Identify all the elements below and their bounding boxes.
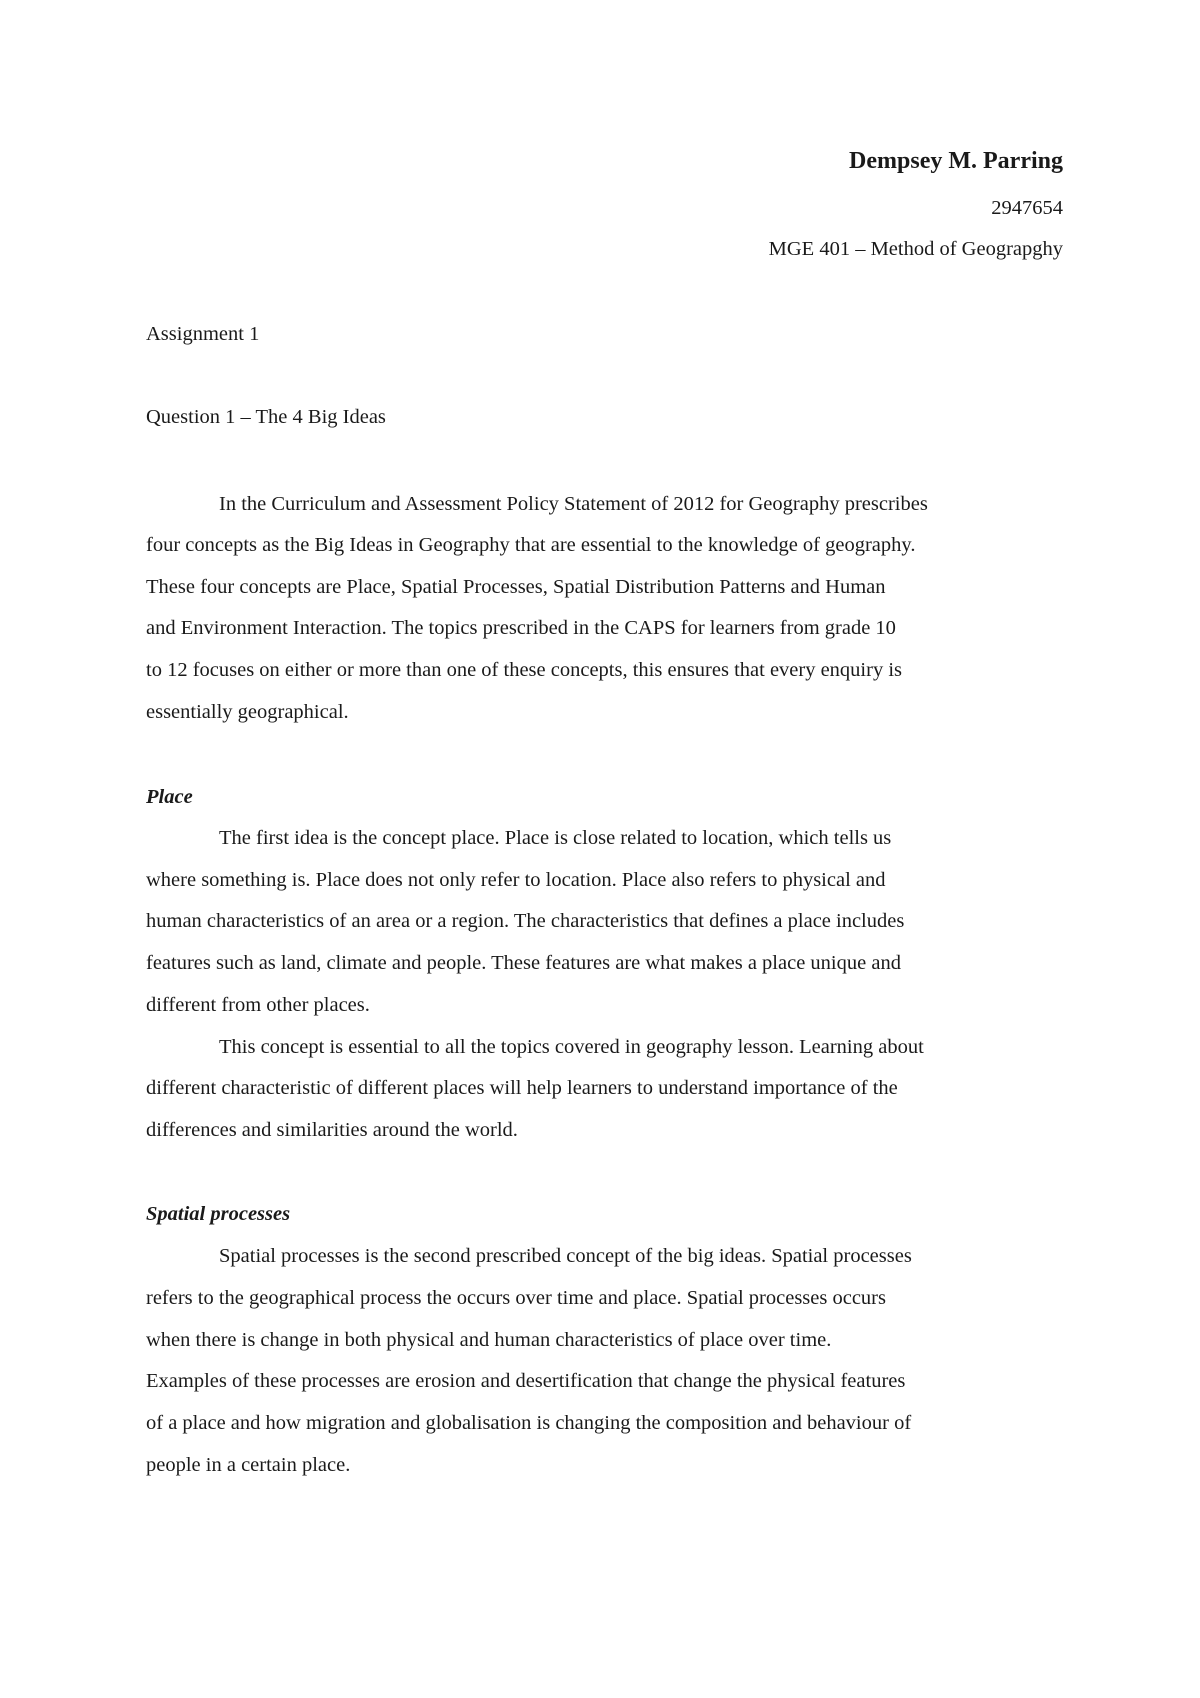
intro-line: In the Curriculum and Assessment Policy Statement of 2012 for Geography prescribes — [219, 493, 928, 515]
spatial-line: people in a certain place. — [146, 1454, 351, 1476]
course-title: MGE 401 – Method of Geograpghy — [768, 238, 1063, 260]
place-line: where something is. Place does not only refer to location. Place also refers to physical and — [146, 869, 886, 891]
assignment-title: Assignment 1 — [146, 323, 260, 345]
place-line: different from other places. — [146, 994, 370, 1016]
place-line: differences and similarities around the world. — [146, 1119, 518, 1141]
author-name: Dempsey M. Parring — [849, 148, 1063, 174]
student-number: 2947654 — [991, 197, 1063, 219]
spatial-line: Spatial processes is the second prescribed concept of the big ideas. Spatial processes — [219, 1245, 912, 1267]
place-line: features such as land, climate and people. These features are what makes a place unique and — [146, 952, 901, 974]
intro-line: and Environment Interaction. The topics prescribed in the CAPS for learners from grade 10 — [146, 617, 896, 639]
intro-line: essentially geographical. — [146, 701, 349, 723]
section-heading-place: Place — [146, 786, 193, 808]
spatial-line: of a place and how migration and globalisation is changing the composition and behaviour of — [146, 1412, 912, 1434]
place-line: different characteristic of different places will help learners to understand importance of the — [146, 1077, 898, 1099]
question-title: Question 1 – The 4 Big Ideas — [146, 406, 386, 428]
intro-line: These four concepts are Place, Spatial Processes, Spatial Distribution Patterns and Human — [146, 576, 886, 598]
intro-line: to 12 focuses on either or more than one of these concepts, this ensures that every enquiry is — [146, 659, 903, 681]
spatial-line: refers to the geographical process the occurs over time and place. Spatial processes occurs — [146, 1287, 886, 1309]
place-line: human characteristics of an area or a region. The characteristics that defines a place includes — [146, 910, 905, 932]
section-heading-spatial-processes: Spatial processes — [146, 1203, 291, 1225]
spatial-line: Examples of these processes are erosion and desertification that change the physical features — [146, 1370, 906, 1392]
intro-line: four concepts as the Big Ideas in Geography that are essential to the knowledge of geography. — [146, 534, 916, 556]
place-line: The first idea is the concept place. Place is close related to location, which tells us — [219, 827, 892, 849]
place-line: This concept is essential to all the topics covered in geography lesson. Learning about — [219, 1036, 924, 1058]
spatial-line: when there is change in both physical and human characteristics of place over time. — [146, 1329, 832, 1351]
